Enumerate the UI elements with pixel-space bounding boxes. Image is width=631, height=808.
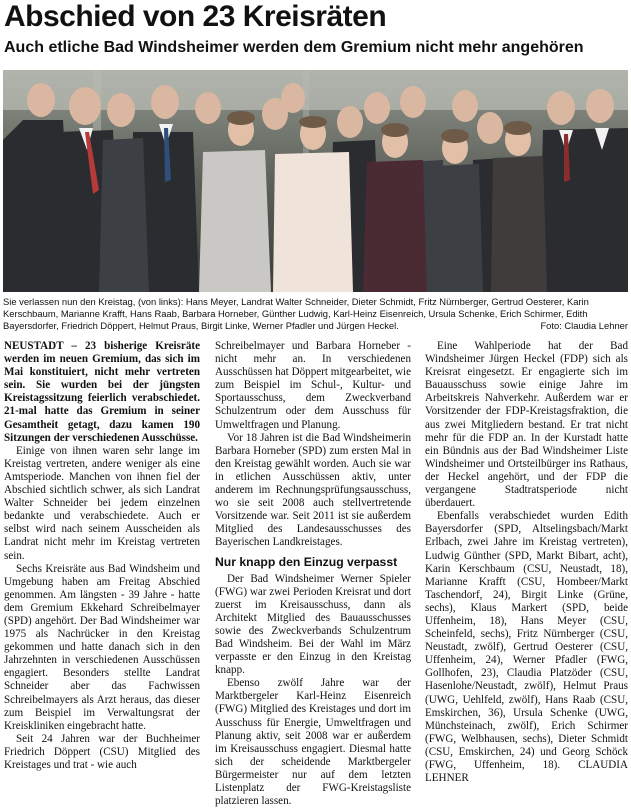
body-paragraph [425, 510, 628, 785]
article-column-2 [215, 340, 411, 808]
body-paragraph-text: Ebenfalls verabschiedet wurden Edith Bayersdorfer (SPD, Altselingsbach/Markt Erlbach, zwei Jahre im Kreistag vertreten), Ludwig Günther (SPD, Markt Bibart, acht), Karin Kerschbaum (CSU, Neustadt, 18), Marianne Krafft (CSU, Hombeer/Markt Taschendorf, 24), Birgit Linke (Grüne, sechs), Klaus Markert (SPD, beide Uffenheim, 18), Hans Meyer (CSU, Scheinfeld, sechs), Fritz Nürnberger (CSU, Neustadt, zwölf), Gertrud Oesterer (CSU, Uffenheim, 24), Werner Pfadler (FWG, Gollhofen, 23), Claudia Platzöder (CSU, Hasenlohe/Neustadt, zwölf), Helmut Praus (UWG, Uehlfeld, zwölf), Hans Raab (CSU, Emskirchen, 36), Ursula Schenke (UWG, Münchsteinach, zwölf), Erich Schirmer (FWG, Welbhausen, sechs), Dieter Schmidt (CSU, Emskirchen, 24) und Georg Schöck (FWG, Uffenheim, 18). [425, 510, 628, 771]
photo-credit: Foto: Claudia Lehner [540, 320, 628, 331]
body-paragraph: Eine Wahlperiode hat der Bad Windsheimer Jürgen Heckel (FDP) sich als Kreisrat eingesetzt. Er engagierte sich im Bauausschuss sowie einige Jahre im Arbeitskreis Nahverkehr. Außerdem war er Vorsitzender der FDP-Kreistagsfraktion, die aus zwei Mitgliedern bestand. Er trat nicht mehr für die FDP an. In der Kurstadt hatte ein Bündnis aus der Bad Windsheimer Liste Windsheimer und Ortsteilbürger ins Rathaus, der Heckel angehört, und der FDP die vergangene Stadtratsperiode nicht überdauert. [425, 340, 628, 510]
photo-caption [3, 296, 628, 332]
body-paragraph: Ebenso zwölf Jahre war der Marktbergeler Karl-Heinz Eisenreich (FWG) Mitglied des Kreistages und dort im Ausschuss für Energie, Umweltfragen und Planung aktiv, seit 2008 war er außerdem im Kreisausschuss engagiert. Diesmal hatte sich der scheidende Marktbergeler Bürgermeister nur auf dem letzten Listenplatz der FWG-Kreistagsliste platzieren lassen. [215, 677, 411, 808]
body-paragraph: Vor 18 Jahren ist die Bad Windsheimerin Barbara Horneber (SPD) zum ersten Mal in den Kreistag gewählt worden. Auch sie war in etlichen Ausschüssen aktiv, unter anderem im Rechnungsprüfungsausschuss, wo sie seit 2008 auch stellvertretende Vorsitzende war. Seit 2011 ist sie außerdem Mitglied des Landesausschusses des Bayerischen Landkreistages. [215, 431, 411, 549]
article-column-1 [4, 340, 200, 772]
body-paragraph: Der Bad Windsheimer Werner Spieler (FWG) war zwei Perioden Kreisrat und dort zuerst im Kreisausschuss, dann als Architekt Mitglied des Bauausschusses sowie des Zweckverbands Schulzentrum Bad Windsheim. Bei der Wahl im März verpasste er den Einzug in den Kreistag knapp. [215, 572, 411, 677]
headline: Abschied von 23 Kreisräten [4, 0, 387, 33]
subheadline: Auch etliche Bad Windsheimer werden dem Gremium nicht mehr angehören [4, 39, 584, 56]
section-heading: Nur knapp den Einzug verpasst [215, 554, 398, 569]
lead-paragraph: NEUSTADT – 23 bisherige Kreisräte werden im neuen Gremium, das sich im Mai konstituiert, nicht mehr vertreten sein. Sie wurden bei der jüngsten Kreistagssitzung feierlich verabschiedet. 21-mal hatte das Gremium in seiner Gesamtheit getagt, dazu kamen 190 Sitzungen der verschiedenen Ausschüsse. [4, 340, 200, 444]
caption-text: Sie verlassen nun den Kreistag, (von links): Hans Meyer, Landrat Walter Schneider, Dieter Schmidt, Fritz Nürnberger, Gertrud Oesterer, Karin Kerschbaum, Marianne Krafft, Hans Raab, Barbara Horneber, Günther Ludwig, Karl-Heinz Eisenreich, Ursula Schenke, Erich Schirmer, Edith Bayersdorfer, Friedrich Döppert, Helmut Praus, Birgit Linke, Werner Pfadler und Jürgen Heckel. [3, 296, 589, 331]
group-photo [3, 70, 628, 292]
group-photo-illustration [3, 70, 628, 292]
body-paragraph: Einige von ihnen waren sehr lange im Kreistag vertreten, andere weniger als eine Amtsperiode. Manchen von ihnen fiel der Abschied sichtlich schwer, als sich Landrat Walter Schneider bei jedem einzelnen bedankte und verabschiedete. Auch er selbst wird nach seinem Ausscheiden als Landrat nicht mehr im Kreistag vertreten sein. [4, 444, 200, 562]
body-paragraph: Schreibelmayer und Barbara Horneber - nicht mehr an. In verschiedenen Ausschüssen hat Döppert mitgearbeitet, wie zum Beispiel im Schul-, Kultur- und Sportausschuss, dem Zweckverband Schulzentrum oder dem Ausschuss für Umweltfragen und Planung. [215, 340, 411, 431]
author-byline: CLAUDIA LEHNER [425, 759, 628, 785]
body-paragraph: Sechs Kreisräte aus Bad Windsheim und Umgebung haben am Freitag Abschied genommen. Am längsten - 39 Jahre - hatte dem Gremium Ekkehard Schreibelmayer (SPD) angehört. Der Bad Windsheimer war 1975 als Nachrücker in den Kreistag gekommen und hatte danach sich in den Jahrzehnten in verschiedenen Ausschüssen engagiert. Besonders stellte Landrat Schneider aber das Fachwissen Schreibelmayers als Arzt heraus, das dieser zum Beispiel im Verwaltungsrat der Kreiskliniken eingebracht hatte. [4, 562, 200, 732]
article-column-3 [425, 340, 628, 785]
body-paragraph: Seit 24 Jahren war der Buchheimer Friedrich Döppert (CSU) Mitglied des Kreistages und trat - wie auch [4, 732, 200, 771]
